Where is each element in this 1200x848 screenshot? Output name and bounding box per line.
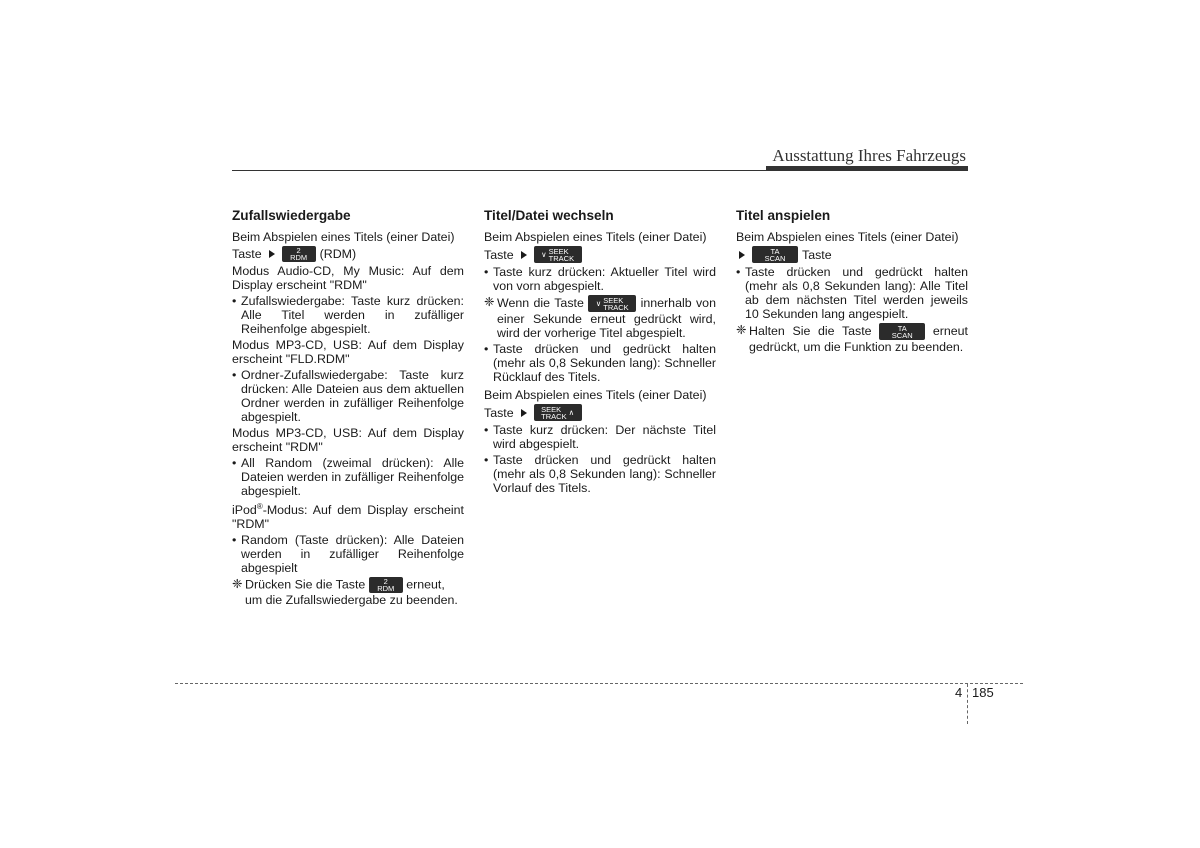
section-heading: Zufallswiedergabe	[232, 208, 351, 223]
key-line: Taste SEEK TRACK ∧	[484, 404, 716, 421]
paragraph: Beim Abspielen eines Titels (einer Datei)	[232, 230, 455, 244]
bullet-item: • Taste kurz drücken: Der nächste Titel wird abgespielt.	[484, 423, 716, 451]
chapter-number: 4	[955, 685, 963, 700]
seek-up-button: SEEK TRACK ∧	[534, 404, 582, 421]
rdm-button: 2 RDM	[282, 246, 316, 262]
column-track-change	[484, 207, 716, 497]
footer-rule	[175, 683, 1023, 684]
note-icon: ❈	[484, 295, 495, 309]
arrow-right-icon	[521, 251, 527, 259]
note-item: ❈ Halten Sie die Taste TA SCAN erneut gedrückt, um die Funktion zu beenden.	[736, 323, 968, 354]
ta-scan-button: TA SCAN	[752, 246, 798, 263]
note-icon: ❈	[736, 323, 747, 337]
key-line: Taste ∨ SEEK TRACK	[484, 246, 716, 263]
section-heading: Titel anspielen	[736, 208, 831, 223]
section-heading: Titel/Datei wechseln	[484, 208, 614, 223]
paragraph: Beim Abspielen eines Titels (einer Datei)	[736, 230, 959, 244]
paragraph: Beim Abspielen eines Titels (einer Datei)	[484, 230, 707, 244]
chevron-down-icon: ∨	[541, 250, 547, 259]
key-line	[232, 246, 464, 262]
arrow-right-icon	[521, 409, 527, 417]
footer-divider	[967, 684, 968, 724]
header-title: Ausstattung Ihres Fahrzeugs	[772, 146, 966, 165]
column-track-scan	[736, 207, 968, 356]
bullet-item: • Zufallswiedergabe: Taste kurz drücken: Alle Titel werden in zufälliger Reihenfolge abgespielt.	[232, 294, 464, 336]
arrow-right-icon	[739, 251, 745, 259]
header-bar	[766, 166, 968, 171]
key-line: TA SCAN Taste	[736, 246, 968, 263]
bullet-item: • Taste drücken und gedrückt halten (mehr als 0,8 Sekunden lang): Alle Titel ab dem nächsten Titel werden jeweils 10 Sekunden lang angespielt.	[736, 265, 968, 321]
rdm-button: 2 RDM	[369, 577, 403, 593]
seek-down-button: ∨ SEEK TRACK	[588, 295, 636, 312]
bullet-item: • Ordner-Zufallswiedergabe: Taste kurz drücken: Alle Dateien aus dem aktuellen Ordner werden in zufälliger Reihenfolge abgespielt.	[232, 368, 464, 424]
bullet-item: • All Random (zweimal drücken): Alle Dateien werden in zufälliger Reihenfolge abgespielt.	[232, 456, 464, 498]
arrow-right-icon	[269, 250, 275, 258]
bullet-item: • Taste kurz drücken: Aktueller Titel wird von vorn abgespielt.	[484, 265, 716, 293]
bullet-item: • Taste drücken und gedrückt halten (mehr als 0,8 Sekunden lang): Schneller Vorlauf des Titels.	[484, 453, 716, 495]
chevron-down-icon: ∨	[595, 299, 602, 308]
column-random-playback	[232, 207, 464, 609]
paragraph: Beim Abspielen eines Titels (einer Datei)	[484, 388, 707, 402]
taste-label: Taste	[232, 247, 262, 261]
seek-down-button: ∨ SEEK TRACK	[534, 246, 582, 263]
note-item: ❈ Wenn die Taste ∨ SEEK TRACK innerhalb von einer Sekunde erneut gedrückt wird, wird der vorherige Titel abgespielt.	[484, 295, 716, 340]
bullet-item: • Taste drücken und gedrückt halten (mehr als 0,8 Sekunden lang): Schneller Rücklauf des Titels.	[484, 342, 716, 384]
paragraph: iPod®-Modus: Auf dem Display erscheint "RDM"	[232, 502, 464, 532]
page-number: 185	[972, 685, 994, 700]
note-item: ❈ Drücken Sie die Taste 2 RDM erneut, um die Zufallswiedergabe zu beenden.	[232, 577, 458, 608]
ta-scan-button: TA SCAN	[879, 323, 925, 340]
paragraph: Modus MP3-CD, USB: Auf dem Display erscheint "FLD.RDM"	[232, 338, 464, 366]
bullet-item: • Random (Taste drücken): Alle Dateien werden in zufälliger Reihenfolge abgespielt	[232, 533, 464, 576]
paragraph: Modus MP3-CD, USB: Auf dem Display erscheint "RDM"	[232, 426, 464, 454]
paragraph: Modus Audio-CD, My Music: Auf dem Display erscheint "RDM"	[232, 264, 464, 292]
note-icon: ❈	[232, 577, 243, 592]
chevron-up-icon: ∧	[568, 408, 575, 417]
rdm-paren: (RDM)	[319, 247, 357, 261]
